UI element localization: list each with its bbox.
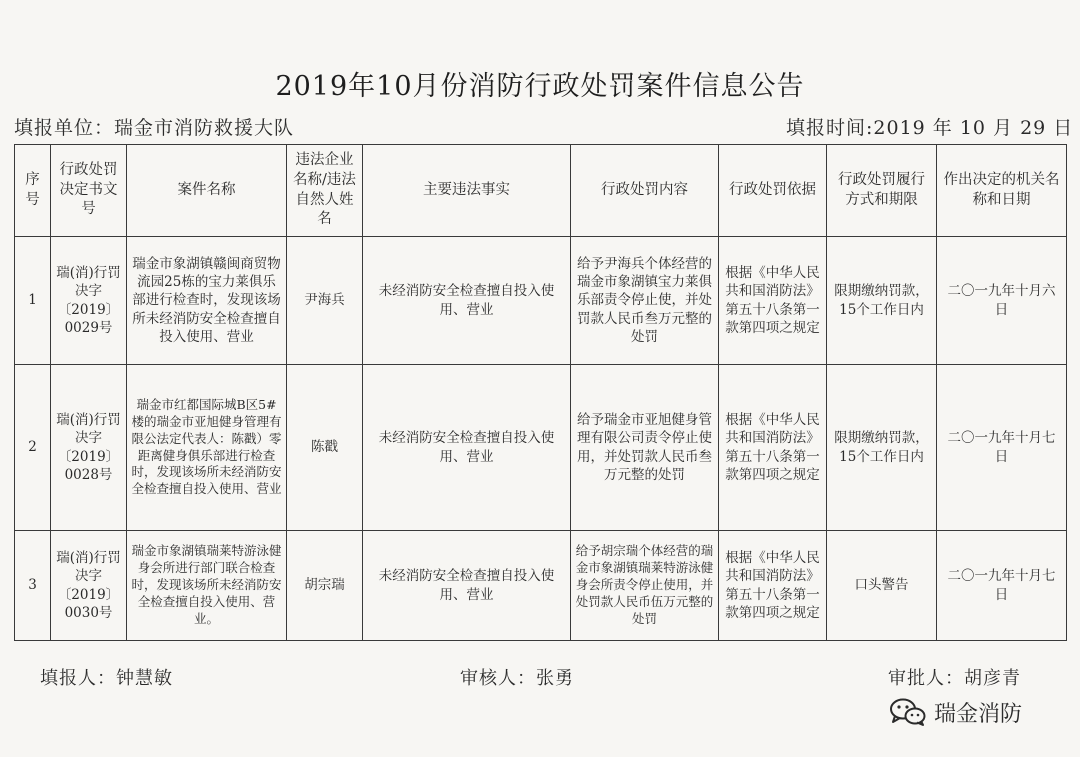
cell-basis: 根据《中华人民共和国消防法》第五十八条第一款第四项之规定 — [719, 237, 827, 365]
header-doc-no: 行政处罚决定书文号 — [51, 145, 127, 237]
cell-authority: 二〇一九年十月六日 — [937, 237, 1067, 365]
cell-basis: 根据《中华人民共和国消防法》第五十八条第一款第四项之规定 — [719, 365, 827, 531]
reporting-unit: 填报单位：瑞金市消防救援大队 — [14, 117, 295, 139]
cell-violator: 尹海兵 — [287, 237, 363, 365]
header-penalty: 行政处罚内容 — [571, 145, 719, 237]
cell-case-name: 瑞金市红都国际城B区5#楼的瑞金市亚旭健身管理有限公法定代表人：陈戳）零距离健身俱乐部进行检查时，发现该场所未经消防安全检查擅自投入使用、营业 — [127, 365, 287, 531]
cell-case-name: 瑞金市象湖镇瑞莱特游泳健身会所进行部门联合检查时，发现该场所未经消防安全检查擅自投入使用、营业。 — [127, 531, 287, 641]
cell-seq: 3 — [15, 531, 51, 641]
penalty-table — [14, 144, 1067, 641]
cell-penalty: 给予瑞金市亚旭健身管理有限公司责令停止使用，并处罚款人民币叁万元整的处罚 — [571, 365, 719, 531]
header-authority: 作出决定的机关名称和日期 — [937, 145, 1067, 237]
document-title: 2019年10月份消防行政处罚案件信息公告 — [275, 71, 805, 102]
cell-method: 口头警告 — [827, 531, 937, 641]
cell-seq: 1 — [15, 237, 51, 365]
header-method: 行政处罚履行方式和期限 — [827, 145, 937, 237]
cell-authority: 二〇一九年十月七日 — [937, 531, 1067, 641]
reviewer-signature: 审核人：张勇 — [460, 668, 574, 689]
header-facts: 主要违法事实 — [363, 145, 571, 237]
cell-doc-no: 瑞(消)行罚决字〔2019〕0029号 — [51, 237, 127, 365]
wechat-icon — [888, 696, 928, 728]
cell-doc-no: 瑞(消)行罚决字〔2019〕0030号 — [51, 531, 127, 641]
table-row — [15, 365, 1067, 531]
cell-penalty: 给予胡宗瑞个体经营的瑞金市象湖镇瑞莱特游泳健身会所责令停止使用，并处罚款人民币伍万元整的处罚 — [571, 531, 719, 641]
cell-violator: 胡宗瑞 — [287, 531, 363, 641]
cell-seq: 2 — [15, 365, 51, 531]
header-violator: 违法企业名称/违法自然人姓名 — [287, 145, 363, 237]
table-row — [15, 237, 1067, 365]
cell-facts: 未经消防安全检查擅自投入使用、营业 — [363, 237, 571, 365]
wechat-watermark — [888, 696, 1022, 728]
cell-violator: 陈戳 — [287, 365, 363, 531]
table-header-row — [15, 145, 1067, 237]
cell-penalty: 给予尹海兵个体经营的瑞金市象湖镇宝力莱俱乐部责令停止使，并处罚款人民币叁万元整的处罚 — [571, 237, 719, 365]
cell-basis: 根据《中华人民共和国消防法》第五十八条第一款第四项之规定 — [719, 531, 827, 641]
reporter-signature: 填报人：钟慧敏 — [40, 668, 173, 689]
watermark-text: 瑞金消防 — [934, 701, 1023, 727]
approver-signature: 审批人：胡彦青 — [888, 668, 1021, 689]
cell-case-name: 瑞金市象湖镇赣闽商贸物流园25栋的宝力莱俱乐部进行检查时，发现该场所未经消防安全检查擅自投入使用、营业 — [127, 237, 287, 365]
cell-method: 限期缴纳罚款，15个工作日内 — [827, 237, 937, 365]
table-row — [15, 531, 1067, 641]
reporting-time: 填报时间:2019 年 10 月 29 日 — [786, 117, 1074, 139]
header-basis: 行政处罚依据 — [719, 145, 827, 237]
cell-doc-no: 瑞(消)行罚决字〔2019〕0028号 — [51, 365, 127, 531]
cell-facts: 未经消防安全检查擅自投入使用、营业 — [363, 365, 571, 531]
header-case-name: 案件名称 — [127, 145, 287, 237]
cell-facts: 未经消防安全检查擅自投入使用、营业 — [363, 531, 571, 641]
header-seq: 序号 — [15, 145, 51, 237]
cell-method: 限期缴纳罚款，15个工作日内 — [827, 365, 937, 531]
cell-authority: 二〇一九年十月七日 — [937, 365, 1067, 531]
